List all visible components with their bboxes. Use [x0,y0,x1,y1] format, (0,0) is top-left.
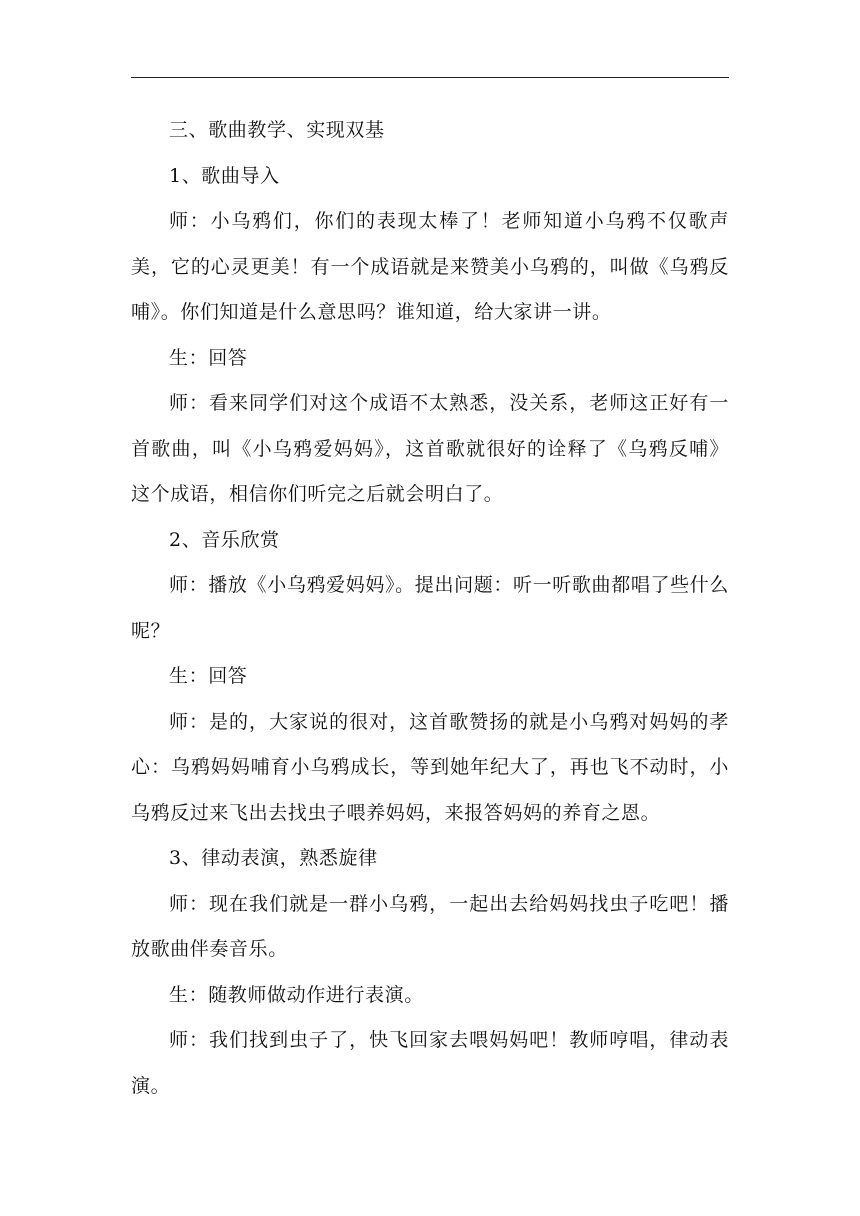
section-heading-song-teaching: 三、歌曲教学、实现双基 [169,119,385,141]
teacher-paragraph: 师：现在我们就是一群小乌鸦，一起出去给妈妈找虫子吃吧！播放歌曲伴奏音乐。 [131,892,729,960]
subheading-song-intro: 1、歌曲导入 [169,164,280,187]
teacher-paragraph: 师：是的，大家说的很对，这首歌赞扬的就是小乌鸦对妈妈的孝心：乌鸦妈妈哺育小乌鸦成长，等到她年纪大了，再也飞不动时，小乌鸦反过来飞出去找虫子喂养妈妈，来报答妈妈的养育之恩。 [131,710,729,824]
teacher-paragraph: 师：我们找到虫子了，快飞回家去喂妈妈吧！教师哼唱，律动表演。 [131,1029,729,1097]
teacher-paragraph: 师：播放《小乌鸦爱妈妈》。提出问题：听一听歌曲都唱了些什么呢？ [131,574,729,642]
student-response: 生：回答 [169,665,248,687]
subheading-rhythm-performance: 3、律动表演，熟悉旋律 [169,847,378,869]
student-response: 生：随教师做动作进行表演。 [169,983,424,1006]
teacher-paragraph: 师：小乌鸦们，你们的表现太棒了！老师知道小乌鸦不仅歌声美，它的心灵更美！有一个成语就是来赞美小乌鸦的，叫做《乌鸦反哺》。你们知道是什么意思吗？谁知道，给大家讲一讲。 [131,210,729,323]
subheading-music-appreciation: 2、音乐欣赏 [169,528,280,551]
student-response: 生：回答 [169,346,248,369]
header-rule [131,77,729,78]
document-body [131,108,729,1109]
teacher-paragraph: 师：看来同学们对这个成语不太熟悉，没关系，老师这正好有一首歌曲，叫《小乌鸦爱妈妈》，这首歌就很好的诠释了《乌鸦反哺》这个成语，相信你们听完之后就会明白了。 [131,392,729,505]
